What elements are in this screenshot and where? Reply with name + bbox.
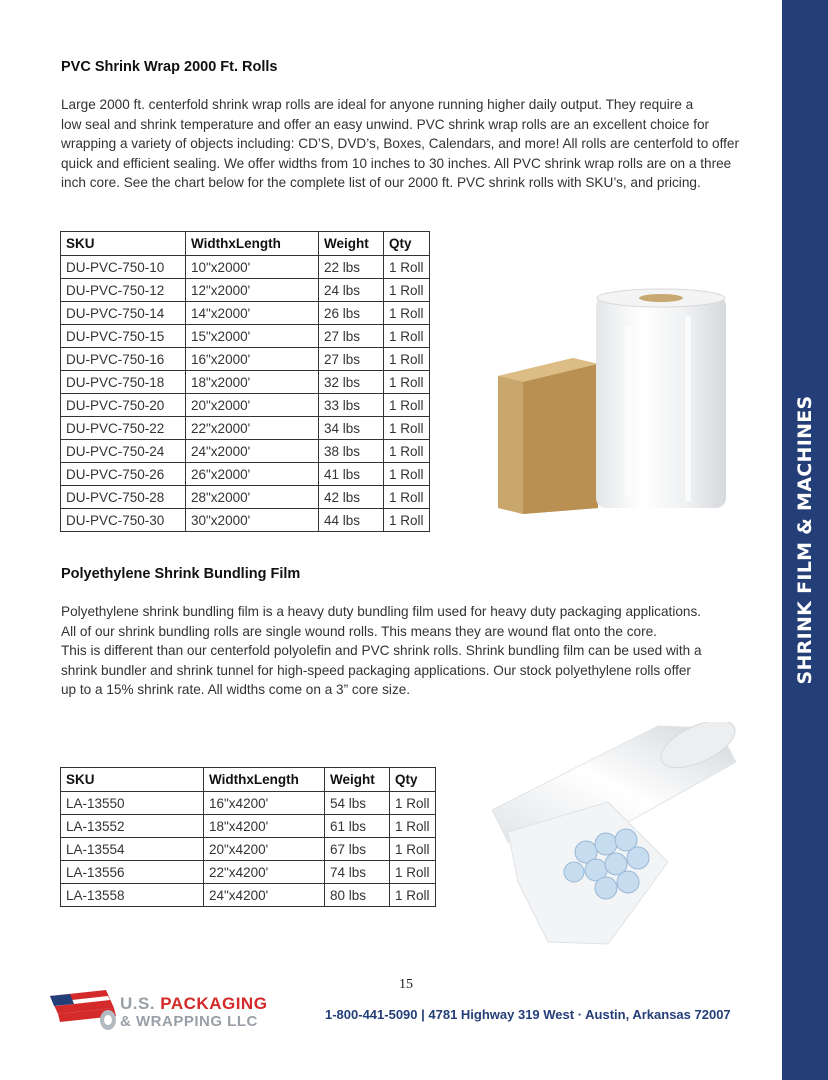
section-paragraph-pvc <box>61 95 766 193</box>
table-cell: 1 Roll <box>390 792 436 815</box>
table-row <box>61 417 430 440</box>
paragraph-line: wrapping a variety of objects including: CD’S, DVD’s, Boxes, Calendars, and more! All rolls are centerfold to offer <box>61 136 740 152</box>
paragraph-line: low seal and shrink temperature and offer an easy unwind. PVC shrink wrap rolls are an excellent choice for <box>61 116 710 132</box>
polyethylene-roll-photo <box>488 722 740 950</box>
section-paragraph-polyethylene <box>61 602 766 700</box>
page-number: 15 <box>399 977 413 992</box>
table-cell: DU-PVC-750-24 <box>61 440 186 463</box>
table-cell: 10"x2000' <box>186 256 319 279</box>
paragraph-line: Polyethylene shrink bundling film is a heavy duty bundling film used for heavy duty packaging applications. <box>61 604 702 619</box>
column-header: Weight <box>325 768 390 792</box>
table-cell: 61 lbs <box>325 815 390 838</box>
table-cell: 34 lbs <box>319 417 384 440</box>
table-cell: 1 Roll <box>384 279 430 302</box>
table-cell: 1 Roll <box>384 440 430 463</box>
table-row <box>61 815 436 838</box>
table-header-row <box>61 768 436 792</box>
table-cell: 44 lbs <box>319 509 384 532</box>
section-title-pvc: PVC Shrink Wrap 2000 Ft. Rolls <box>61 59 278 75</box>
table-cell: 24"x4200' <box>204 884 325 907</box>
table-row <box>61 463 430 486</box>
table-row <box>61 861 436 884</box>
logo-prefix: U.S. <box>120 994 161 1013</box>
table-cell: 41 lbs <box>319 463 384 486</box>
table-cell: 14"x2000' <box>186 302 319 325</box>
table-cell: LA-13554 <box>61 838 204 861</box>
table-cell: LA-13552 <box>61 815 204 838</box>
table-cell: 67 lbs <box>325 838 390 861</box>
table-cell: 22"x4200' <box>204 861 325 884</box>
table-cell: 54 lbs <box>325 792 390 815</box>
paragraph-line: up to a 15% shrink rate. All widths come on a 3” core size. <box>61 682 411 698</box>
paragraph-line: All of our shrink bundling rolls are single wound rolls. This means they are wound flat onto the core. <box>61 623 657 639</box>
table-cell: 22 lbs <box>319 256 384 279</box>
table-cell: 12"x2000' <box>186 279 319 302</box>
table-cell: 74 lbs <box>325 861 390 884</box>
table-row <box>61 302 430 325</box>
table-cell: 1 Roll <box>390 815 436 838</box>
table-cell: DU-PVC-750-18 <box>61 371 186 394</box>
table-cell: 27 lbs <box>319 325 384 348</box>
table-cell: DU-PVC-750-16 <box>61 348 186 371</box>
table-cell: 28"x2000' <box>186 486 319 509</box>
table-cell: 1 Roll <box>384 394 430 417</box>
table-row <box>61 279 430 302</box>
polyethylene-rolls-table <box>60 767 436 907</box>
table-cell: 1 Roll <box>384 325 430 348</box>
pvc-roll-photo <box>488 286 736 516</box>
table-cell: 30"x2000' <box>186 509 319 532</box>
table-row <box>61 394 430 417</box>
table-row <box>61 509 430 532</box>
table-cell: 24 lbs <box>319 279 384 302</box>
sidebar-label: SHRINK FILM & MACHINES <box>794 395 816 685</box>
table-row <box>61 440 430 463</box>
column-header: WidthxLength <box>204 768 325 792</box>
table-cell: 22"x2000' <box>186 417 319 440</box>
logo-name <box>120 994 267 1014</box>
table-cell: 1 Roll <box>384 302 430 325</box>
table-row <box>61 838 436 861</box>
table-row <box>61 486 430 509</box>
column-header: SKU <box>61 232 186 256</box>
table-cell: DU-PVC-750-12 <box>61 279 186 302</box>
table-cell: 80 lbs <box>325 884 390 907</box>
table-cell: 15"x2000' <box>186 325 319 348</box>
table-cell: DU-PVC-750-14 <box>61 302 186 325</box>
flag-roll-icon <box>48 986 118 1034</box>
table-cell: 20"x2000' <box>186 394 319 417</box>
table-cell: 1 Roll <box>390 861 436 884</box>
table-cell: DU-PVC-750-30 <box>61 509 186 532</box>
paragraph-line: Large 2000 ft. centerfold shrink wrap rolls are ideal for anyone running higher daily output. They require a <box>61 97 694 112</box>
company-logo <box>48 986 278 1034</box>
logo-accent: PACKAGING <box>160 994 268 1013</box>
table-cell: 38 lbs <box>319 440 384 463</box>
paragraph-line: This is different than our centerfold polyolefin and PVC shrink rolls. Shrink bundling film can be used with a <box>61 643 702 659</box>
footer-contact: 1-800-441-5090 | 4781 Highway 319 West · Austin, Arkansas 72007 <box>325 1007 731 1022</box>
table-row <box>61 884 436 907</box>
section-title-polyethylene: Polyethylene Shrink Bundling Film <box>61 566 301 582</box>
table-cell: 18"x2000' <box>186 371 319 394</box>
table-row <box>61 256 430 279</box>
table-cell: 1 Roll <box>384 417 430 440</box>
table-cell: 16"x4200' <box>204 792 325 815</box>
pvc-rolls-table <box>60 231 430 532</box>
table-cell: 1 Roll <box>384 256 430 279</box>
table-header-row <box>61 232 430 256</box>
table-row <box>61 348 430 371</box>
table-cell: 1 Roll <box>390 838 436 861</box>
table-cell: DU-PVC-750-15 <box>61 325 186 348</box>
paragraph-line: inch core. See the chart below for the complete list of our 2000 ft. PVC shrink rolls with SKU’s, and pricing. <box>61 175 701 191</box>
table-cell: DU-PVC-750-26 <box>61 463 186 486</box>
table-row <box>61 325 430 348</box>
table-cell: LA-13558 <box>61 884 204 907</box>
table-cell: 42 lbs <box>319 486 384 509</box>
logo-subtitle: & WRAPPING LLC <box>120 1013 258 1030</box>
table-cell: DU-PVC-750-22 <box>61 417 186 440</box>
table-cell: DU-PVC-750-28 <box>61 486 186 509</box>
paragraph-line: quick and efficient sealing. We offer widths from 10 inches to 30 inches. All PVC shrink wrap rolls are on a three <box>61 155 732 171</box>
table-row <box>61 792 436 815</box>
paragraph-line: shrink bundler and shrink tunnel for high-speed packaging applications. Our stock polyethylene rolls offer <box>61 662 691 678</box>
column-header: SKU <box>61 768 204 792</box>
table-cell: 24"x2000' <box>186 440 319 463</box>
table-cell: 1 Roll <box>384 371 430 394</box>
table-cell: 33 lbs <box>319 394 384 417</box>
column-header: Qty <box>390 768 436 792</box>
column-header: WidthxLength <box>186 232 319 256</box>
table-cell: 18"x4200' <box>204 815 325 838</box>
table-cell: DU-PVC-750-20 <box>61 394 186 417</box>
table-cell: LA-13550 <box>61 792 204 815</box>
table-cell: 1 Roll <box>384 509 430 532</box>
column-header: Qty <box>384 232 430 256</box>
table-cell: 1 Roll <box>384 486 430 509</box>
table-row <box>61 371 430 394</box>
table-cell: LA-13556 <box>61 861 204 884</box>
table-cell: 1 Roll <box>384 348 430 371</box>
table-cell: 26"x2000' <box>186 463 319 486</box>
table-cell: 1 Roll <box>390 884 436 907</box>
table-cell: DU-PVC-750-10 <box>61 256 186 279</box>
table-cell: 16"x2000' <box>186 348 319 371</box>
column-header: Weight <box>319 232 384 256</box>
table-cell: 20"x4200' <box>204 838 325 861</box>
table-cell: 32 lbs <box>319 371 384 394</box>
table-cell: 26 lbs <box>319 302 384 325</box>
table-cell: 27 lbs <box>319 348 384 371</box>
table-cell: 1 Roll <box>384 463 430 486</box>
